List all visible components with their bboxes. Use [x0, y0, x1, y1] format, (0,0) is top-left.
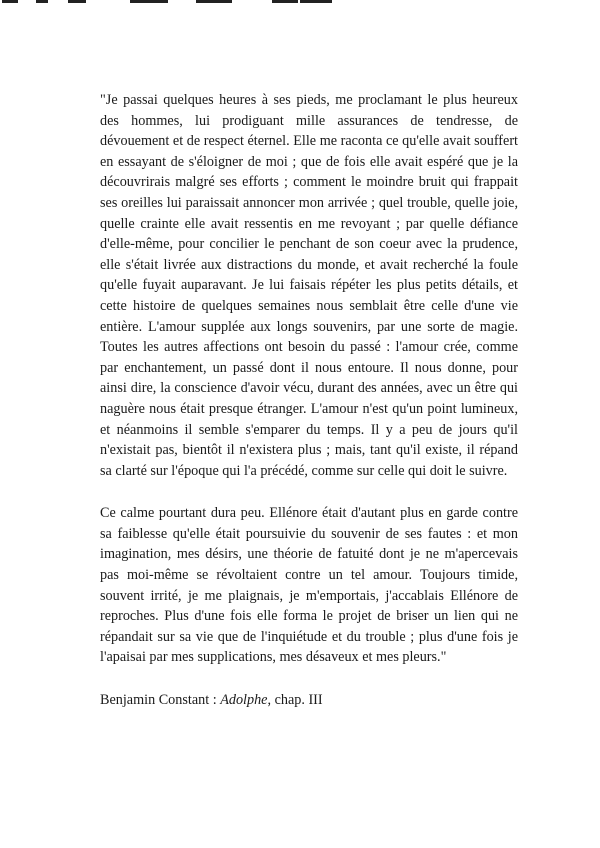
- scan-artifact-mark: [2, 0, 18, 3]
- citation-chapter: , chap. III: [267, 692, 323, 709]
- paragraph-one: "Je passai quelques heures à ses pieds, me proclamant le plus heureux des hommes, lui prodiguant mille assurances de tendresse, de dévouement et de respect éternel. Elle me raconta ce qu'elle avait souffert en essayant de s'éloigner de moi ; que de fois elle avait espéré que je la découvrirais malgré ses efforts ; comment le moindre bruit qui frappait ses oreilles lui paraissait annoncer mon arrivée ; quel trouble, quelle joie, quelle crainte elle avait ressentis en me revoyant ; par quelle défiance d'elle-même, pour concilier le penchant de son coeur avec la prudence, elle s'était livrée aux distractions du monde, et avait recherché la foule qu'elle fuyait auparavant. Je lui faisais répéter les plus petits détails, et cette histoire de quelques semaines nous semblait être celle d'une vie entière. L'amour supplée aux longs souvenirs, par une sorte de magie. Toutes les autres affections ont besoin du passé : l'amour crée, comme par enchantement, un passé dont il nous entoure. Il nous donne, pour ainsi dire, la conscience d'avoir vécu, durant des années, avec un être qui naguère nous était presque étranger. L'amour n'est qu'un point lumineux, et néanmoins il semble s'emparer du temps. Il y a peu de jours qu'il n'existait pas, bientôt il n'existera plus ; mais, tant qu'il existe, il répand sa clarté sur l'époque qui l'a précédé, comme sur celle qui doit le suivre.: [100, 92, 518, 479]
- scan-artifact-mark: [36, 0, 48, 3]
- scan-artifact-mark: [130, 0, 168, 3]
- citation-work-title: Adolphe: [220, 692, 268, 709]
- paragraph-two: Ce calme pourtant dura peu. Ellénore était d'autant plus en garde contre sa faiblesse qu'elle était poursuivie du souvenir de ses fautes : et mon imagination, mes désirs, une théorie de fatuité dont je ne m'apercevais pas moi-même se révoltaient contre un tel amour. Toujours timide, souvent irrité, je me plaignais, je m'emportais, j'accablais Ellénore de reproches. Plus d'une fois elle forma le projet de briser un lien qui ne répandait sur sa vie que de l'inquiétude et du trouble ; plus d'une fois je l'apaisai par mes supplications, mes désaveux et mes pleurs.": [100, 505, 518, 666]
- document-body: [100, 90, 518, 711]
- scan-artifact-mark: [300, 0, 332, 3]
- scan-artifact-mark: [196, 0, 232, 3]
- citation: [100, 690, 518, 711]
- citation-author: Benjamin Constant :: [100, 692, 221, 709]
- scan-artifact-mark: [68, 0, 86, 3]
- scan-artifact-mark: [272, 0, 298, 3]
